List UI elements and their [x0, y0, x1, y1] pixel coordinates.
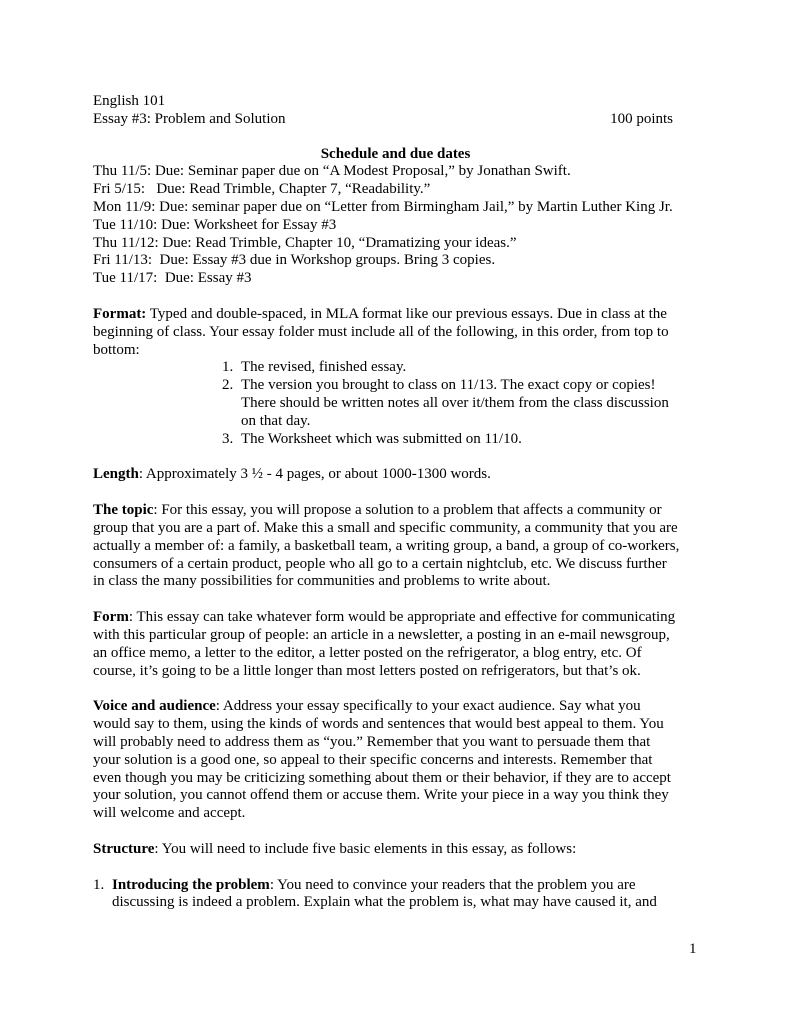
form-text: : This essay can take whatever form would be appropriate and effective for communicating: [128, 609, 676, 626]
schedule-item: Tue 11/10: Due: Worksheet for Essay #3: [93, 216, 337, 233]
schedule-item: Mon 11/9: Due: seminar paper due on “Letter from Birmingham Jail,” by Martin Luther King Jr.: [93, 198, 673, 215]
format-paragraph-line: beginning of class. Your essay folder must include all of the following, in this order, from top to: [93, 323, 669, 340]
form-paragraph-line: [93, 609, 703, 627]
list-item-text: The revised, finished essay.: [241, 359, 407, 376]
list-item-text: [112, 877, 657, 895]
voice-paragraph-line: will probably need to address them as “you.” Remember that you want to persuade them that: [93, 733, 651, 750]
schedule-item: Fri 11/13: Due: Essay #3 due in Workshop groups. Bring 3 copies.: [93, 252, 496, 269]
structure-label: Structure: [93, 840, 155, 857]
voice-section: [93, 698, 703, 823]
voice-paragraph-line: would say to them, using the kinds of words and sentences that would best appeal to them. You: [93, 716, 664, 733]
format-paragraph-line: [93, 306, 703, 324]
length-section: [93, 466, 703, 484]
folder-contents-list: [222, 359, 703, 448]
list-item-text: There should be written notes all over it/them from the class discussion: [241, 394, 669, 411]
topic-section: [93, 502, 703, 591]
page-number: 1: [689, 941, 697, 957]
topic-paragraph-line: in class the many possibilities for communities and problems to write about.: [93, 573, 551, 590]
form-label: Form: [93, 609, 129, 626]
format-section: [93, 306, 703, 448]
format-label: Format:: [93, 305, 147, 322]
document-page: [93, 93, 703, 912]
schedule-item: Thu 11/12: Due: Read Trimble, Chapter 10, “Dramatizing your ideas.”: [93, 234, 517, 251]
length-label: Length: [93, 466, 139, 483]
topic-paragraph-line: consumers of a certain product, people who all go to a certain nightclub, etc. We discuss further: [93, 555, 667, 572]
voice-text: : Address your essay specifically to your exact audience. Say what you: [215, 698, 641, 715]
voice-paragraph-line: your solution, you cannot offend them or accuse them. Write your piece in a way you think they: [93, 787, 669, 804]
essay-title: Essay #3: Problem and Solution: [93, 110, 286, 127]
schedule-item: Thu 11/5: Due: Seminar paper due on “A Modest Proposal,” by Jonathan Swift.: [93, 163, 571, 180]
list-item: [222, 431, 703, 449]
form-paragraph-line: course, it’s going to be a little longer than most letters posted on refrigerators, but that’s ok.: [93, 662, 641, 679]
topic-paragraph-line: [93, 502, 703, 520]
course-title: English 101: [93, 93, 166, 109]
topic-paragraph-line: actually a member of: a family, a basketball team, a writing group, a band, a group of co-workers,: [93, 537, 680, 554]
format-text: Typed and double-spaced, in MLA format like our previous essays. Due in class at the: [146, 305, 667, 322]
form-section: [93, 609, 703, 680]
list-number: 1.: [93, 876, 105, 893]
points-label: 100 points: [610, 110, 673, 127]
voice-label: Voice and audience: [93, 698, 216, 715]
form-paragraph-line: an office memo, a letter to the editor, a letter posted on the refrigerator, a blog entry, etc. Of: [93, 644, 642, 661]
voice-paragraph-line: your solution is a good one, so appeal to their specific concerns and interests. Remember that: [93, 751, 653, 768]
list-item: [222, 377, 703, 430]
voice-paragraph-line: even though you may be criticizing something about them or their behavior, if they are to accept: [93, 769, 671, 786]
list-item: [222, 359, 703, 377]
list-item: [93, 877, 703, 913]
structure-item-label: Introducing the problem: [112, 876, 270, 893]
form-paragraph-line: with this particular group of people: an article in a newsletter, a posting in an e-mail newsgroup,: [93, 626, 670, 643]
schedule-list: [93, 163, 703, 288]
voice-paragraph-line: [93, 698, 703, 716]
list-number: 2.: [222, 377, 234, 394]
length-line: [93, 466, 703, 484]
schedule-heading: Schedule and due dates: [320, 145, 471, 162]
structure-line: [93, 841, 703, 859]
voice-paragraph-line: will welcome and accept.: [93, 805, 246, 822]
list-number: 1.: [222, 359, 234, 376]
topic-text: : For this essay, you will propose a solution to a problem that affects a community or: [153, 502, 662, 519]
essay-header-row: [93, 111, 673, 129]
format-paragraph-line: bottom:: [93, 341, 140, 358]
list-number: 3.: [222, 430, 234, 447]
schedule-item: Tue 11/17: Due: Essay #3: [93, 270, 252, 287]
structure-list: [93, 877, 703, 913]
list-item-text: discussing is indeed a problem. Explain what the problem is, what may have caused it, and: [112, 894, 657, 911]
structure-section: [93, 841, 703, 912]
schedule-item: Fri 5/15: Due: Read Trimble, Chapter 7, “Readability.”: [93, 181, 431, 198]
topic-label: The topic: [93, 502, 154, 519]
structure-text: : You will need to include five basic elements in this essay, as follows:: [154, 840, 577, 857]
structure-item-text: : You need to convince your readers that the problem you are: [269, 876, 636, 893]
topic-paragraph-line: group that you are a part of. Make this a small and specific community, a community that you are: [93, 519, 678, 536]
length-text: : Approximately 3 ½ - 4 pages, or about 1000-1300 words.: [138, 466, 491, 483]
list-item-text: on that day.: [241, 412, 311, 429]
list-item-text: The Worksheet which was submitted on 11/10.: [241, 430, 522, 447]
list-item-text: The version you brought to class on 11/13. The exact copy or copies!: [241, 377, 656, 394]
